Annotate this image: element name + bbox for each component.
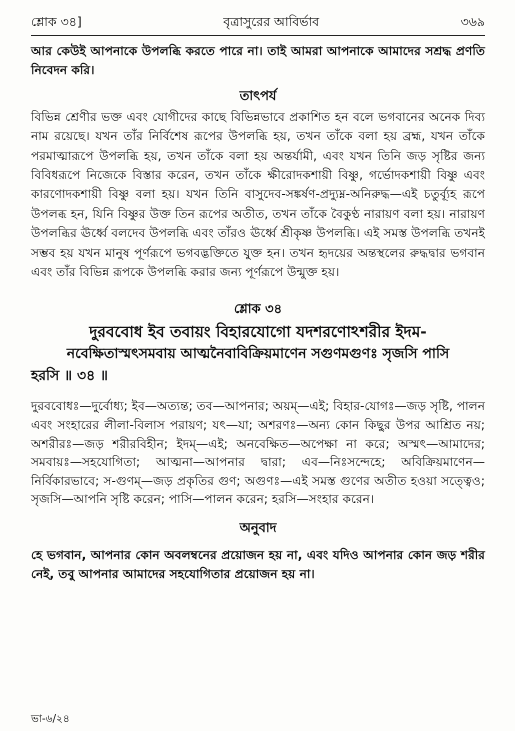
verse-line-2: নবেক্ষিতাস্মৎসমবায় আত্মনৈবাবিক্রিয়মাণেন সগুণমগুণঃ সৃজসি পাসি [66, 346, 450, 363]
intro-paragraph: আর কেউই আপনাকে উপলব্ধি করতে পারে না। তাই আমরা আপনাকে আমাদের সশ্রদ্ধ প্রণতি নিবেদন করি। [31, 44, 485, 78]
synonyms-paragraph: দুরববোধঃ—দুর্বোধ্য; ইব—অত্যন্ত; তব—আপনার; অয়ম্—এই; বিহার-যোগঃ—জড় সৃষ্টি, পালন এবং সংহারের লীলা-বিলাস পরায়ণ; যৎ—যা; অশরণঃ—অন্য কোন কিছুর উপর আশ্রিত নয়; অশরীরঃ—জড় শরীরবিহীন; ইদম্—এই; অনবেক্ষিত—অপেক্ষা না করে; অস্মৎ—আমাদের; সমবায়ঃ—সহযোগিতা; আত্মনা—আপনার দ্বারা; এব—নিঃসন্দেহে; অবিক্রিয়মাণেন—নির্বিকারভাবে; স-গুণম্—জড় প্রকৃতির গুণ; অগুণঃ—এই সমস্ত গুণের অতীত হওয়া সত্ত্বেও; সৃজসি—আপনি সৃষ্টি করেন; পাসি—পালন করেন; হরসি—সংহার করেন। [31, 399, 485, 507]
page-content [31, 14, 485, 585]
header-page-number: ৩৬৯ [460, 14, 485, 29]
header-verse-ref: শ্লোক ৩৪] [31, 14, 82, 29]
translation-heading: অনুবাদ [239, 521, 277, 537]
verse-line-3: হরসি ॥ ৩৪ ॥ [31, 368, 108, 385]
header-chapter-title: বৃত্রাসুরের আবির্ভাব [223, 14, 320, 29]
verse-heading: শ্লোক ৩৪ [233, 302, 283, 318]
running-header [31, 14, 485, 32]
translation-paragraph: হে ভগবান, আপনার কোন অবলম্বনের প্রয়োজন হয় না, এবং যদিও আপনার কোন জড় শরীর নেই, তবু আপনার আমাদের সহযোগিতার প্রয়োজন হয় না। [31, 548, 485, 582]
footer-signature: ভা-৬/২৪ [31, 713, 70, 725]
purport-paragraph: বিভিন্ন শ্রেণীর ভক্ত এবং যোগীদের কাছে বিভিন্নভাবে প্রকাশিত হন বলে ভগবানের অনেক দিব্য নাম রয়েছে। যখন তাঁর নির্বিশেষ রূপের উপলব্ধি হয়, তখন তাঁকে বলা হয় ব্রহ্ম, যখন তাঁকে পরমাত্মারূপে উপলব্ধি হয়, তখন তাঁকে বলা হয় অন্তর্যামী, এবং যখন তিনি জড় সৃষ্টির জন্য বিবিধরূপে নিজেকে বিস্তার করেন, তখন তাঁকে ক্ষীরোদকশায়ী বিষ্ণু, গর্ভোদকশায়ী বিষ্ণু এবং কারণোদকশায়ী বিষ্ণু বলা হয়। যখন তিনি বাসুদেব-সঙ্কর্ষণ-প্রদ্যুম্ন-অনিরুদ্ধ—এই চতুর্ব্যূহ রূপে উপলব্ধ হন, যিনি বিষ্ণুর উক্ত তিন রূপের অতীত, তখন তাঁকে বৈকুণ্ঠ নারায়ণ বলা হয়। নারায়ণ উপলব্ধির ঊর্ধ্বে বলদেব উপলব্ধি এবং তাঁরও ঊর্ধ্বে শ্রীকৃষ্ণ উপলব্ধি। এই সমস্ত উপলব্ধি তখনই সম্ভব হয় যখন মানুষ পূর্ণরূপে ভগবদ্ভক্তিতে যুক্ত হন। তখন হৃদয়ের অন্তস্থলের রুদ্ধদ্বার ভগবান এবং তাঁর বিভিন্ন রূপকে উপলব্ধি করার জন্য পূর্ণরূপে উন্মুক্ত হয়। [31, 109, 485, 280]
purport-heading: তাৎপর্য [239, 88, 277, 104]
verse-line-1: দুরববোধ ইব তবায়ং বিহারযোগো যদশরণোঽশরীর ইদম- [89, 323, 427, 342]
